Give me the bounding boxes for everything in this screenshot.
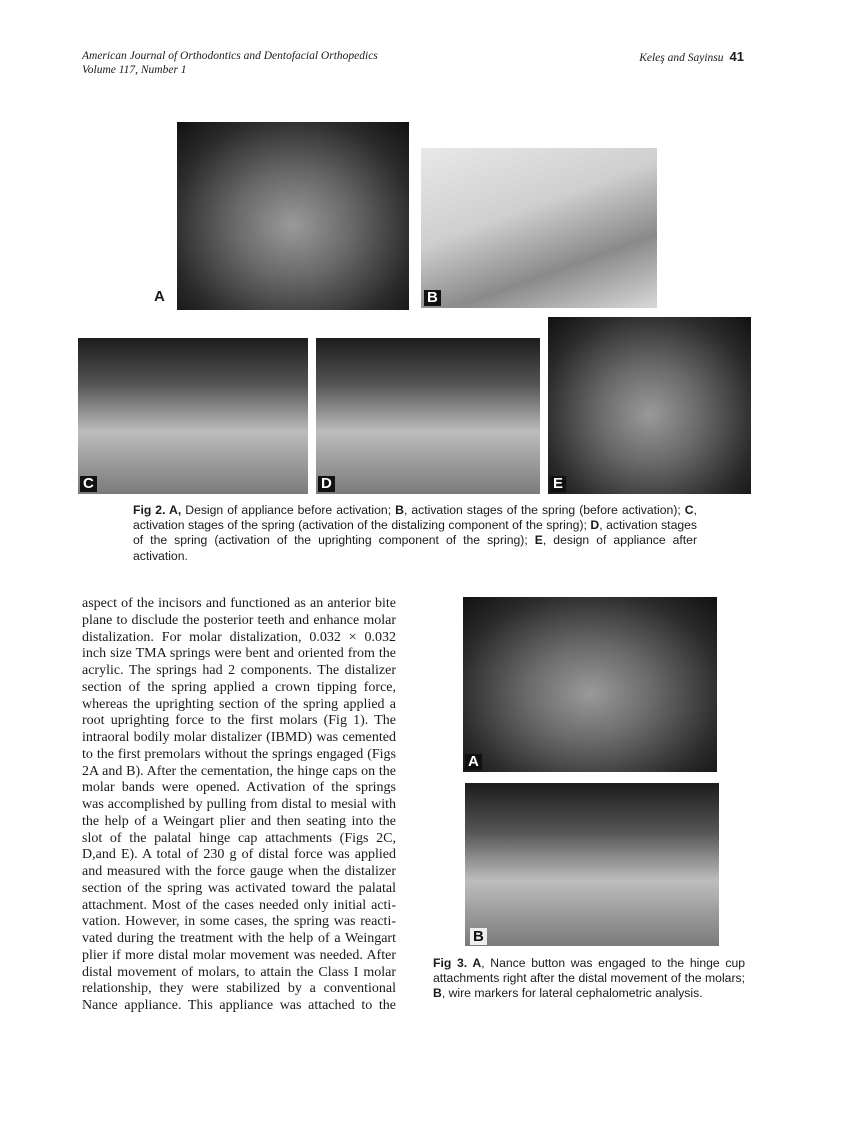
body-line: acrylic. The springs had 2 components. The distalizer (82, 663, 396, 678)
body-line: slot of the palatal hinge cap attachments (Figs 2C, (82, 830, 396, 846)
body-line: intraoral bodily molar distalizer (IBMD) was cemented (82, 730, 396, 745)
body-line: D,and E). A total of 230 g of distal force was applied (82, 847, 396, 863)
body-line: section of the spring applied a crown tipping force, (82, 679, 396, 695)
fig2-panel-b-photo (421, 148, 657, 308)
fig2-panel-c-photo (78, 338, 308, 494)
fig2-label-e: E (550, 476, 566, 492)
caption-bold: C (684, 503, 694, 517)
body-line: vated during the treatment with the help of a Weingart (82, 931, 396, 946)
caption-text: , Nance button was engaged to the hinge cup attachments right after the distal movement of the molars; (433, 956, 746, 986)
running-head (639, 49, 744, 64)
caption-text: , activation stages of the spring (before activation); (403, 503, 685, 517)
body-line: molar bands were opened. Activation of the springs (82, 780, 396, 796)
body-line: root uprighting force to the first molars (Fig 1). The (82, 713, 396, 729)
caption-bold: Fig 2. A, (133, 503, 182, 517)
fig2-caption (133, 503, 697, 564)
fig2-panel-a-photo (177, 122, 409, 310)
fig3-panel-a-photo (463, 597, 717, 772)
body-line: section of the spring was activated toward the palatal (82, 880, 396, 896)
body-line: to the first premolars without the springs engaged (Figs (82, 746, 396, 762)
body-line: inch size TMA springs were bent and oriented from the (82, 646, 396, 662)
fig2-panel-d-photo (316, 338, 540, 494)
caption-text: , activation stages of the spring (activation of the uprighting component of the spring); (133, 518, 697, 548)
body-text (82, 596, 396, 1015)
authors: Keleş and Sayinsu (639, 52, 724, 64)
caption-bold: B (395, 503, 404, 517)
fig2-label-d: D (318, 476, 335, 492)
journal-title: American Journal of Orthodontics and Dentofacial Orthopedics (82, 50, 378, 62)
body-line: whereas the uprighting section of the spring applied a (82, 696, 396, 712)
fig2-label-a: A (154, 288, 165, 305)
body-line: attachment. Most of the cases needed only initial acti- (82, 897, 396, 913)
page-number: 41 (729, 49, 744, 64)
body-line: and measured with the force gauge when the distalizer (82, 864, 396, 879)
body-line: vation. However, in some cases, the spring was reacti- (82, 914, 396, 930)
fig3-caption (433, 956, 745, 1002)
caption-text: Design of appliance before activation; (181, 503, 396, 517)
journal-volume: Volume 117, Number 1 (82, 64, 187, 76)
caption-bold: Fig 3. A (433, 956, 482, 970)
caption-bold: E (534, 533, 543, 548)
fig2-label-b: B (424, 290, 441, 306)
body-line: distal movement of molars, to attain the Class I molar (82, 964, 396, 980)
body-line: was accomplished by pulling from distal to mesial with (82, 797, 396, 812)
body-line: Nance appliance. This appliance was attached to the (82, 998, 396, 1013)
caption-bold: D (590, 518, 600, 533)
body-line: the help of a Weingart plier and then seating into the (82, 813, 396, 829)
body-line: plane to disclude the posterior teeth and enhance molar (82, 612, 396, 628)
fig2-label-c: C (80, 476, 97, 492)
caption-text: , activation stages of the spring (activation of the distalizing component of the spring); (133, 503, 697, 533)
fig3-panel-b-photo (465, 783, 719, 946)
body-line: relationship, they were stabilized by a conventional (82, 981, 396, 997)
fig2-panel-e-photo (548, 317, 751, 494)
body-line: plier if more distal molar movement was needed. After (82, 947, 396, 963)
body-line: distalization. For molar distalization, 0.032 × 0.032 (82, 629, 396, 645)
fig3-label-a: A (465, 754, 482, 770)
fig3-label-b: B (470, 928, 487, 945)
body-line: 2A and B). After the cementation, the hinge caps on the (82, 763, 396, 779)
caption-text: , design of appliance after activation. (133, 533, 697, 563)
body-line: aspect of the incisors and functioned as an anterior bite (82, 596, 396, 611)
caption-bold: B (433, 986, 442, 1001)
caption-text: , wire markers for lateral cephalometric analysis. (441, 986, 703, 1001)
